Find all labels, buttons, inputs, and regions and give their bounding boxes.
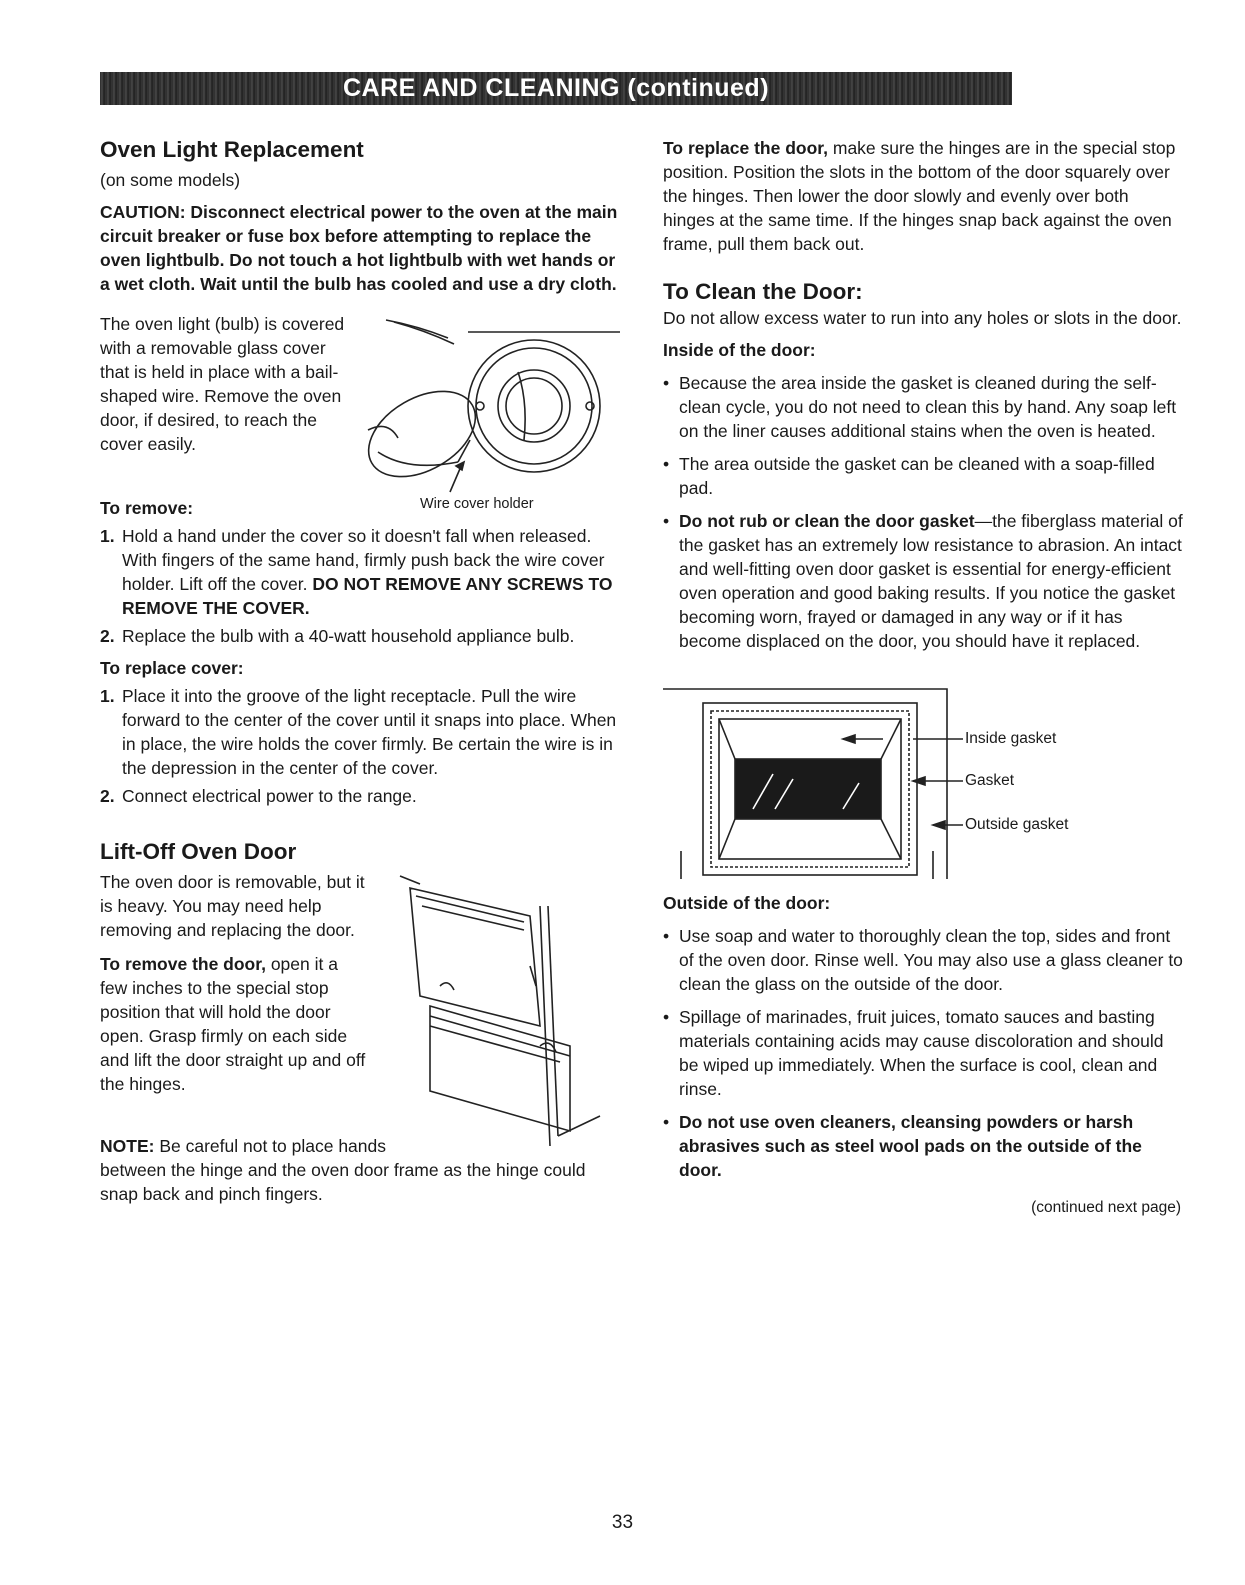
gasket-label: Gasket: [965, 772, 1015, 789]
to-remove-heading: To remove:: [100, 498, 194, 518]
remove-door-paragraph: [100, 952, 370, 1096]
clean-door-heading: To Clean the Door:: [663, 279, 863, 304]
item-text: Use soap and water to thoroughly clean the top, sides and front of the oven door. Rinse well. You may also use a glass cleaner to clean the glass on the outside of the door.: [679, 926, 1183, 994]
remove-door-text: open it a few inches to the special stop position that will hold the door open. Grasp firmly on each side and lift the door straight up and off the hinges.: [100, 954, 366, 1094]
remove-step-2: [100, 624, 620, 648]
inside-door-heading: Inside of the door:: [663, 340, 816, 360]
outside-item-3: [663, 1110, 1183, 1182]
step-warning: DO NOT REMOVE ANY SCREWS TO REMOVE THE COVER.: [122, 574, 613, 618]
caution-text: CAUTION: Disconnect electrical power to the oven at the main circuit breaker or fuse box before attempting to replace the oven lightbulb. Do not touch a hot lightbulb with wet hands or a wet cloth. Wait until the bulb has cooled and use a dry cloth.: [100, 202, 618, 294]
remove-door-lead: To remove the door,: [100, 954, 266, 974]
remove-steps-list: [100, 524, 620, 648]
inside-item-3: [663, 509, 1183, 653]
bullet-icon: •: [663, 926, 670, 946]
item-text: Spillage of marinades, fruit juices, tomato sauces and basting materials containing acids may cause discoloration and should be wiped up immediately. When the surface is cool, clean and rinse.: [679, 1007, 1164, 1099]
section-banner: [100, 72, 1012, 105]
step-number: 2.: [100, 786, 115, 806]
replace-door-paragraph: [663, 136, 1183, 256]
item-text: —the fiberglass material of the gasket has an extremely low resistance to abrasion. An intact and well-fitting oven door gasket is essential for energy-efficient oven operation and good baking results. If you notice the gasket becoming worn, frayed or damaged in any way or if it has become displaced on the door, you should have it replaced.: [679, 511, 1183, 651]
gasket-illustration: [663, 679, 1093, 879]
outside-item-1: [663, 924, 1183, 996]
left-column: [100, 136, 620, 1206]
bullet-icon: •: [663, 1112, 670, 1132]
note-text: Be careful not to place hands between the hinge and the oven door frame as the hinge could snap back and pinch fingers.: [100, 1136, 586, 1204]
lift-off-door-heading: Lift-Off Oven Door: [100, 839, 297, 864]
bullet-icon: •: [663, 1007, 670, 1027]
step-number: 1.: [100, 526, 115, 546]
lift-off-door-illustration: [390, 866, 620, 1146]
light-cover-illustration: [358, 312, 620, 512]
step-text: Replace the bulb with a 40-watt household appliance bulb.: [122, 626, 575, 646]
inside-door-list: [663, 371, 1183, 653]
inside-item-2: [663, 452, 1183, 500]
step-text: Connect electrical power to the range.: [122, 786, 417, 806]
replace-door-text: make sure the hinges are in the special stop position. Position the slots in the bottom of the door squarely over the hinges. Then lower the door slowly and evenly over both hinges at the same time. If the hinges snap back against the oven frame, pull them back out.: [663, 138, 1176, 254]
section-title: CARE AND CLEANING (continued): [342, 74, 770, 102]
item-text: The area outside the gasket can be cleaned with a soap-filled pad.: [679, 454, 1155, 498]
bullet-icon: •: [663, 511, 670, 531]
clean-door-intro: Do not allow excess water to run into any holes or slots in the door.: [663, 308, 1182, 328]
lift-off-intro: The oven door is removable, but it is heavy. You may need help removing and replacing the door.: [100, 872, 365, 940]
step-text: Place it into the groove of the light receptacle. Pull the wire forward to the center of the cover until it snaps into place. When in place, the wire holds the cover firmly. Be certain the wire is in the depression in the center of the cover.: [122, 686, 617, 778]
step-number: 2.: [100, 626, 115, 646]
page-number: 33: [611, 1512, 634, 1533]
inside-item-1: [663, 371, 1183, 443]
replace-step-2: [100, 784, 620, 808]
to-replace-cover-heading: To replace cover:: [100, 658, 244, 678]
replace-door-lead: To replace the door,: [663, 138, 828, 158]
step-number: 1.: [100, 686, 115, 706]
oven-light-intro: The oven light (bulb) is covered with a removable glass cover that is held in place with a bail-shaped wire. Remove the oven door, if desired, to reach the cover easily.: [100, 314, 345, 454]
item-text: Because the area inside the gasket is cleaned during the self-clean cycle, you do not need to clean this by hand. Any soap left on the liner causes additional stains when the oven is heated.: [679, 373, 1177, 441]
light-cover-figure: [358, 312, 620, 512]
item-bold-text: Do not use oven cleaners, cleansing powders or harsh abrasives such as steel wool pads on the outside of the door.: [679, 1112, 1142, 1180]
bullet-icon: •: [663, 373, 670, 393]
outside-item-2: [663, 1005, 1183, 1101]
inside-gasket-label: Inside gasket: [965, 730, 1057, 747]
replace-step-1: [100, 684, 620, 780]
outside-gasket-label: Outside gasket: [965, 816, 1069, 833]
bullet-icon: •: [663, 454, 670, 474]
oven-light-heading: Oven Light Replacement: [100, 137, 364, 162]
lift-off-door-figure: [390, 866, 620, 1146]
right-column: [663, 136, 1183, 1220]
gasket-figure: [663, 679, 1183, 879]
step-text: Hold a hand under the cover so it doesn't fall when released. With fingers of the same hand, firmly push back the wire cover holder. Lift off the cover.: [122, 526, 605, 594]
note-lead: NOTE:: [100, 1136, 155, 1156]
wire-cover-holder-caption: Wire cover holder: [420, 496, 534, 512]
item-bold-text: Do not rub or clean the door gasket: [679, 511, 975, 531]
replace-steps-list: [100, 684, 620, 808]
outside-door-heading: Outside of the door:: [663, 893, 831, 913]
outside-door-list: [663, 924, 1183, 1182]
oven-light-subtitle: (on some models): [100, 170, 241, 190]
remove-step-1: [100, 524, 620, 620]
continued-note: (continued next page): [1031, 1199, 1181, 1216]
